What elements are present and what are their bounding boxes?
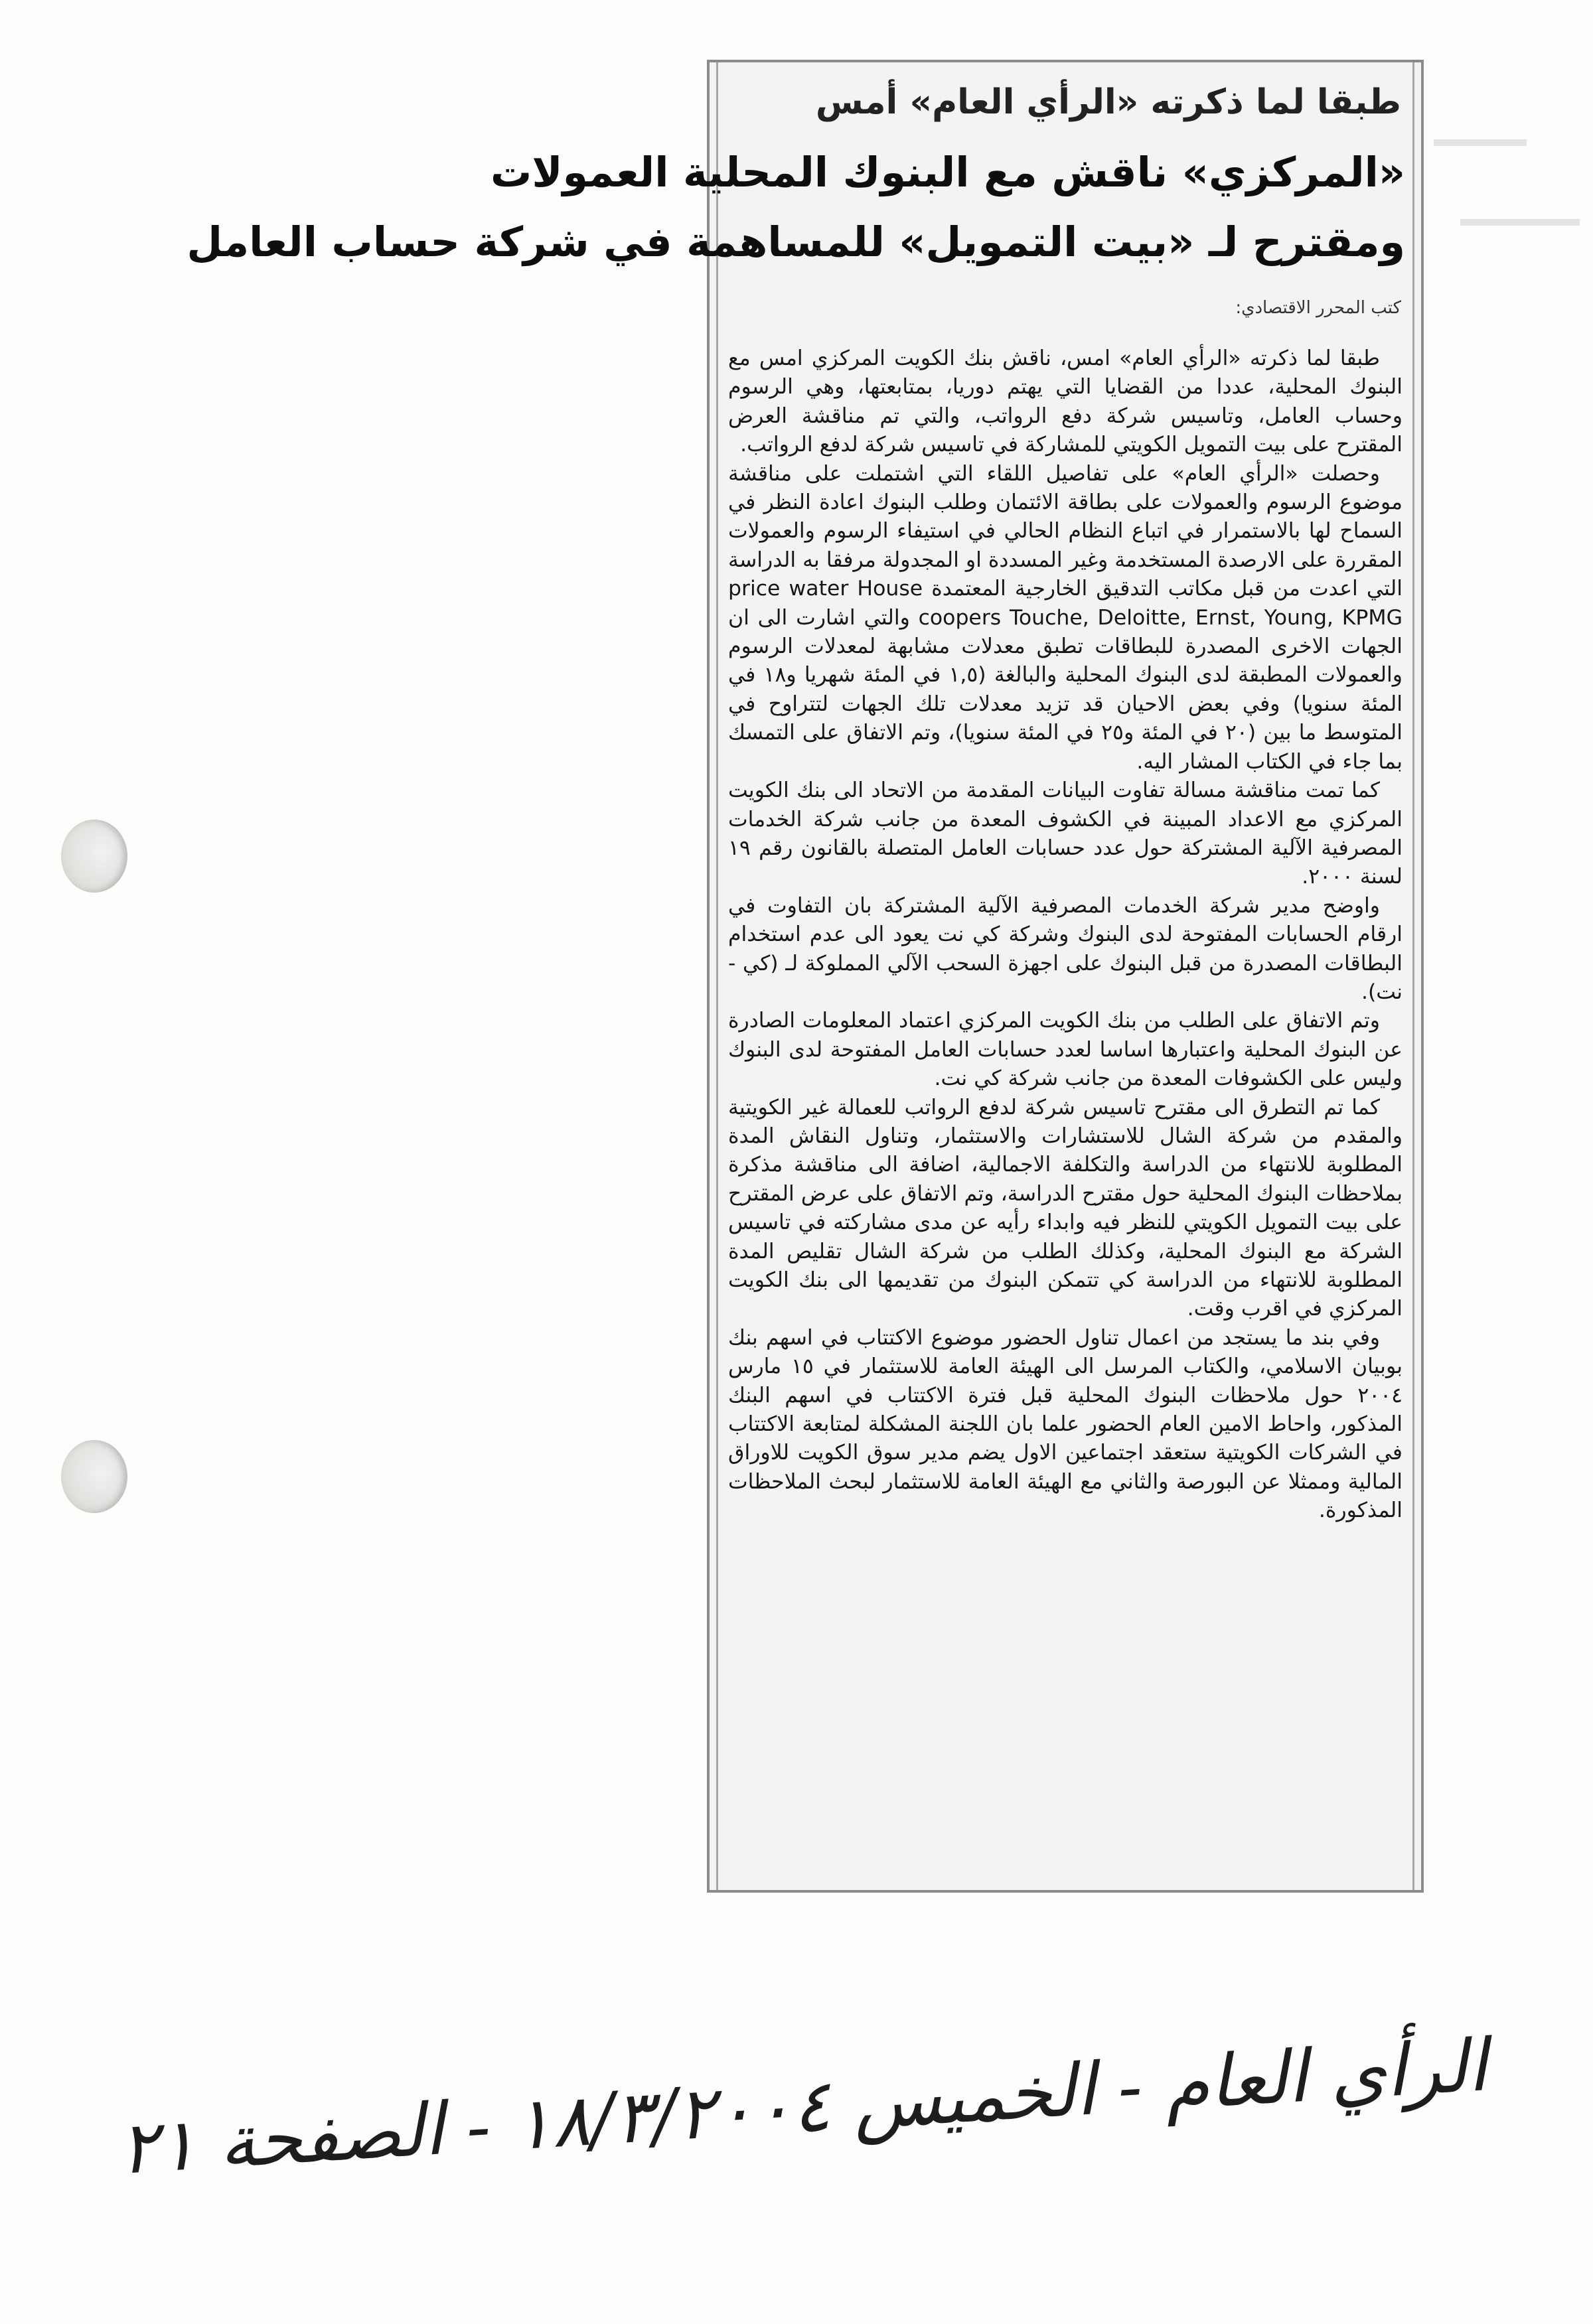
newspaper-clipping	[187, 60, 1424, 1893]
bleed-through-mark	[1434, 139, 1527, 146]
bleed-through-mark	[1460, 219, 1580, 226]
article-headline-line2: ومقترح لـ «بيت التمويل» للمساهمة في شركة حساب العامل	[187, 218, 1405, 266]
article-paragraph: وحصلت «الرأي العام» على تفاصيل اللقاء التي اشتملت على مناقشة موضوع الرسوم والعمولات على بطاقة الائتمان وطلب البنوك اعادة النظر في السماح لها بالاستمرار في اتباع النظام الحالي في استيفاء الرسوم والعمولات المقررة على الارصدة المستخدمة وغير المسددة او المجدولة مرفقا به الدراسة التي اعدت من قبل مكاتب التدقيق الخارجية المعتمدة price water House coopers Touche, Deloitte, Ernst, Young, KPMG والتي اشارت الى ان الجهات الاخرى المصدرة للبطاقات تطبق معدلات مشابهة لمعدلات الرسوم والعمولات المطبقة لدى البنوك المحلية والبالغة (١,٥ في المئة شهريا و١٨ في المئة سنويا) وفي بعض الاحيان قد تزيد معدلات تلك الجهات لتتراوح في المتوسط ما بين (٢٠ في المئة و٢٥ في المئة سنويا)، وتم الاتفاق على التمسك بما جاء في الكتاب المشار اليه.	[728, 461, 1403, 774]
handwritten-source-note	[116, 1997, 1489, 2191]
article-paragraph: طبقا لما ذكرته «الرأي العام» امس، ناقش بنك الكويت المركزي امس مع البنوك المحلية، عددا من القضايا التي يهتم دوريا، بمتابعتها، وهي الرسوم وحساب العامل، وتاسيس شركة دفع الرواتب، والتي تم مناقشة العرض المقترح على بيت التمويل الكويتي للمشاركة في تاسيس شركة لدفع الرواتب.	[728, 346, 1403, 457]
article-body	[728, 344, 1403, 1863]
article-paragraph: وفي بند ما يستجد من اعمال تناول الحضور موضوع الاكتتاب في اسهم بنك بوبيان الاسلامي، والكتاب المرسل الى الهيئة العامة للاستثمار في ١٥ مارس ٢٠٠٤ حول ملاحظات البنوك المحلية قبل فترة الاكتتاب في اسهم البنك المذكور، واحاط الامين العام الحضور علما بان اللجنة المشكلة لمتابعة الاكتتاب في الشركات الكويتية ستعقد اجتماعين الاول يضم مدير سوق الكويت للاوراق المالية وممثلا عن البورصة والثاني مع الهيئة العامة للاستثمار لبحث الملاحظات المذكورة.	[728, 1325, 1403, 1523]
article-paragraph: واوضح مدير شركة الخدمات المصرفية الآلية المشتركة بان التفاوت في ارقام الحسابات المفتوحة لدى البنوك وشركة كي نت يعود الى عدم استخدام البطاقات المصدرة من قبل البنوك على اجهزة السحب الآلي المملوكة لـ (كي - نت).	[728, 893, 1403, 1004]
article-paragraph: وتم الاتفاق على الطلب من بنك الكويت المركزي اعتماد المعلومات الصادرة عن البنوك المحلية واعتبارها اساسا لعدد حسابات العامل المفتوحة لدى البنوك وليس على الكشوفات المعدة من جانب شركة كي نت.	[728, 1009, 1403, 1091]
article-headline-line1: «المركزي» ناقش مع البنوك المحلية العمولات	[491, 148, 1405, 196]
article-paragraph: كما تم التطرق الى مقترح تاسيس شركة لدفع الرواتب للعمالة غير الكويتية والمقدم من شركة الشال للاستشارات والاستثمار، وتناول النقاش المدة المطلوبة للانتهاء من الدراسة والتكلفة الاجمالية، اضافة الى مناقشة مذكرة بملاحظات البنوك المحلية حول مقترح الدراسة، وتم الاتفاق على عرض المقترح على بيت التمويل الكويتي للنظر فيه وابداء رأيه عن مدى مشاركته في تاسيس الشركة مع البنوك المحلية، وكذلك الطلب من شركة الشال تقليص المدة المطلوبة للانتهاء من الدراسة كي تتمكن البنوك من تقديمها الى بنك الكويت المركزي في اقرب وقت.	[728, 1095, 1403, 1321]
article-supertitle: طبقا لما ذكرته «الرأي العام» أمس	[815, 82, 1401, 122]
article-paragraph: كما تمت مناقشة مسالة تفاوت البيانات المقدمة من الاتحاد الى بنك الكويت المركزي مع الاعداد المبينة في الكشوف المعدة من جانب شركة الخدمات المصرفية الآلية المشتركة حول عدد حسابات العامل المتصلة بالقانون رقم ١٩ لسنة ٢٠٠٠.	[728, 778, 1403, 889]
handwritten-note-text: الرأي العام - الخميس ١٨/٣/٢٠٠٤ - الصفحة ٢١	[116, 2024, 1489, 2191]
punch-hole-top	[61, 820, 127, 893]
punch-hole-bottom	[61, 1440, 127, 1513]
article-byline: كتب المحرر الاقتصادي:	[1235, 298, 1401, 318]
